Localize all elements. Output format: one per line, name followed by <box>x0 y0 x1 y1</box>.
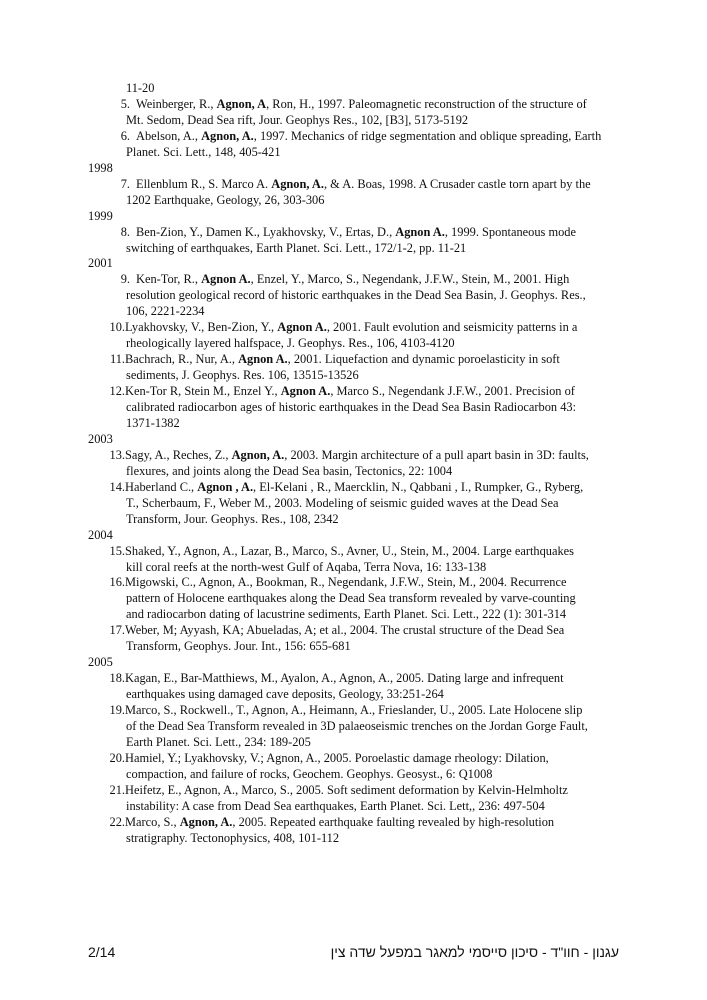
reference-continuation <box>0 287 707 303</box>
reference-continuation <box>0 192 707 208</box>
reference-text <box>125 574 567 590</box>
text-segment: earthquakes using damaged cave deposits, Geology, 33:251-264 <box>126 687 444 702</box>
reference-entry <box>0 128 707 144</box>
reference-number: 18. <box>109 671 125 686</box>
text-segment: 2001 <box>88 256 113 271</box>
page-number: 2/14 <box>88 944 116 960</box>
reference-entry <box>0 670 707 686</box>
text-segment: compaction, and failure of rocks, Geochem. Geophys. Geosyst., 6: Q1008 <box>126 766 493 781</box>
reference-entry <box>0 224 707 240</box>
reference-text <box>136 96 587 112</box>
reference-continuation <box>0 367 707 383</box>
reference-entry <box>0 176 707 192</box>
reference-text <box>136 271 569 287</box>
year-heading <box>0 255 707 271</box>
text-segment: Abelson, A., <box>136 128 202 143</box>
reference-text <box>126 735 311 749</box>
reference-text <box>126 193 324 207</box>
reference-continuation <box>0 112 707 128</box>
reference-text <box>125 670 564 686</box>
page-footer <box>0 944 707 964</box>
reference-number: 19. <box>109 703 125 718</box>
text-segment: , 2001. Fault evolution and seismicity patterns in a <box>326 320 578 335</box>
reference-text <box>126 607 566 621</box>
reference-continuation <box>0 830 707 846</box>
text-segment: flexures, and joints along the Dead Sea basin, Tectonics, 22: 1004 <box>126 463 453 478</box>
reference-text <box>88 528 113 542</box>
text-segment: Lyakhovsky, V., Ben-Zion, Y., <box>125 320 278 335</box>
reference-text <box>88 432 113 446</box>
text-segment: 2005 <box>88 655 113 670</box>
author-highlight: Agnon , A. <box>197 479 254 494</box>
reference-text <box>125 750 549 766</box>
reference-continuation <box>0 638 707 654</box>
author-highlight: Agnon A. <box>280 384 331 399</box>
reference-number: 5. <box>120 96 130 111</box>
text-segment: , Marco S., Negendank J.F.W., 2001. Precision of <box>330 384 575 399</box>
reference-number: 16. <box>109 575 125 590</box>
reference-number: 14. <box>109 479 125 494</box>
reference-entry <box>0 96 707 112</box>
reference-text <box>126 368 359 382</box>
reference-entry <box>0 479 707 495</box>
text-segment: Shaked, Y., Agnon, A., Lazar, B., Marco, S., Avner, U., Stein, M., 2004. Large earthquakes <box>125 543 575 558</box>
reference-text <box>126 719 588 733</box>
text-segment: Migowski, C., Agnon, A., Bookman, R., Negendank, J.F.W., Stein, M., 2004. Recurrence <box>125 575 567 590</box>
text-segment: Hamiel, Y.; Lyakhovsky, V.; Agnon, A., 2005. Poroelastic damage rheology: Dilation, <box>125 750 549 765</box>
reference-number: 9. <box>120 272 130 287</box>
reference-number: 17. <box>109 623 125 638</box>
reference-entry <box>0 351 707 367</box>
reference-entry <box>0 271 707 287</box>
reference-entry <box>0 543 707 559</box>
reference-number: 8. <box>120 224 130 239</box>
footer-title: עגנון - חוו"ד - סיכון סייסמי למאגר במפעל שדה צין <box>330 944 619 960</box>
reference-continuation <box>0 463 707 479</box>
text-segment: 1202 Earthquake, Geology, 26, 303-306 <box>126 192 325 207</box>
reference-continuation <box>0 766 707 782</box>
reference-entry <box>0 319 707 335</box>
reference-text <box>125 543 574 559</box>
text-segment: 11-20 <box>126 81 155 95</box>
reference-text <box>126 464 452 478</box>
year-heading <box>0 527 707 543</box>
text-segment: , 1997. Mechanics of ridge segmentation and oblique spreading, Earth <box>253 128 602 143</box>
text-segment: Kagan, E., Bar-Matthiews, M., Ayalon, A., Agnon, A., 2005. Dating large and infrequent <box>125 671 564 686</box>
reference-continuation <box>0 559 707 575</box>
reference-text <box>136 224 576 240</box>
reference-number: 6. <box>120 128 130 143</box>
text-segment: 2004 <box>88 527 113 542</box>
reference-entry <box>0 782 707 798</box>
reference-number: 21. <box>109 782 125 797</box>
text-segment: instability: A case from Dead Sea earthquakes, Earth Planet. Sci. Lett,, 236: 497-504 <box>126 798 545 813</box>
reference-text <box>136 128 601 144</box>
text-segment: Marco, S., <box>125 814 180 829</box>
text-segment: Marco, S., Rockwell., T., Agnon, A., Heimann, A., Frieslander, U., 2005. Late Holocene slip <box>125 703 583 718</box>
reference-entry <box>0 750 707 766</box>
reference-text <box>136 176 591 192</box>
text-segment: 1999 <box>88 208 113 223</box>
reference-text <box>88 256 113 270</box>
reference-continuation <box>0 144 707 160</box>
text-segment: , Enzel, Y., Marco, S., Negendank, J.F.W., Stein, M., 2001. High <box>250 272 570 287</box>
reference-continuation <box>0 686 707 702</box>
year-heading <box>0 431 707 447</box>
reference-text <box>125 782 568 798</box>
text-segment: Transform, Geophys. Jour. Int., 156: 655-681 <box>126 639 351 654</box>
reference-number: 7. <box>120 176 130 191</box>
reference-entry <box>0 574 707 590</box>
text-segment: Haberland C., <box>125 479 198 494</box>
reference-continuation <box>0 798 707 814</box>
reference-text <box>126 512 339 526</box>
text-segment: pattern of Holocene earthquakes along the Dead Sea transform revealed by varve-counting <box>126 591 576 606</box>
reference-continuation <box>0 399 707 415</box>
text-segment: , Ron, H., 1997. Paleomagnetic reconstruction of the structure of <box>266 96 587 111</box>
reference-text <box>125 702 582 718</box>
text-segment: 1998 <box>88 160 113 175</box>
author-highlight: Agnon A. <box>277 320 327 335</box>
text-segment: calibrated radiocarbon ages of historic earthquakes in the Dead Sea Basin Radiocarbon 43: <box>126 400 577 414</box>
reference-text <box>125 479 583 495</box>
reference-number: 22. <box>109 814 125 829</box>
text-segment: sediments, J. Geophys. Res. 106, 13515-13526 <box>126 368 359 383</box>
reference-text <box>126 304 204 318</box>
text-segment: Transform, Jour. Geophys. Res., 108, 2342 <box>126 511 339 526</box>
reference-text <box>126 336 455 350</box>
reference-continuation <box>0 606 707 622</box>
reference-number: 13. <box>109 447 125 462</box>
author-highlight: Agnon A. <box>238 352 288 367</box>
reference-number: 12. <box>109 384 125 399</box>
text-segment: T., Scherbaum, F., Weber M., 2003. Modeling of seismic guided waves at the Dead Sea <box>126 495 559 510</box>
reference-continuation <box>0 240 707 256</box>
reference-number: 11. <box>109 352 125 367</box>
year-heading <box>0 654 707 670</box>
text-segment: Heifetz, E., Agnon, A., Marco, S., 2005. Soft sediment deformation by Kelvin-Helmholtz <box>125 782 568 797</box>
text-segment: Ken-Tor R, Stein M., Enzel Y., <box>125 384 281 399</box>
text-segment: stratigraphy. Tectonophysics, 408, 101-112 <box>126 830 340 845</box>
reference-text <box>126 831 339 845</box>
reference-text <box>125 383 575 399</box>
reference-text <box>126 241 466 255</box>
reference-continuation <box>0 415 707 431</box>
author-highlight: Agnon A. <box>395 224 445 239</box>
reference-number: 10. <box>109 320 125 335</box>
text-segment: , 2003. Margin architecture of a pull apart basin in 3D: faults, <box>284 447 589 462</box>
text-segment: kill coral reefs at the north-west Gulf of Aqaba, Terra Nova, 16: 133-138 <box>126 559 487 574</box>
text-segment: Ben-Zion, Y., Damen K., Lyakhovsky, V., Ertas, D., <box>136 224 396 239</box>
reference-continuation <box>0 335 707 351</box>
text-segment: , El-Kelani , R., Maercklin, N., Qabbani , I., Rumpker, G., Ryberg, <box>253 479 584 494</box>
reference-entry <box>0 622 707 638</box>
reference-text <box>126 687 444 701</box>
reference-continuation <box>0 80 707 96</box>
text-segment: Mt. Sedom, Dead Sea rift, Jour. Geophys Res., 102, [B3], 5173-5192 <box>126 112 469 127</box>
text-segment: Weinberger, R., <box>136 96 217 111</box>
reference-text <box>88 161 113 175</box>
reference-text <box>126 81 154 95</box>
reference-text <box>126 288 586 302</box>
reference-entry <box>0 447 707 463</box>
text-segment: Weber, M; Ayyash, KA; Abueladas, A; et al., 2004. The crustal structure of the Dead Sea <box>125 623 565 638</box>
reference-text <box>126 799 545 813</box>
text-segment: Planet. Sci. Lett., 148, 405-421 <box>126 144 281 159</box>
reference-text <box>126 145 281 159</box>
text-segment: Ken-Tor, R., <box>136 272 202 287</box>
reference-text <box>125 319 577 335</box>
reference-text <box>126 639 351 653</box>
text-segment: Earth Planet. Sci. Lett., 234: 189-205 <box>126 734 311 749</box>
reference-text <box>125 814 554 830</box>
text-segment: switching of earthquakes, Earth Planet. Sci. Lett., 172/1-2, pp. 11-21 <box>126 240 467 255</box>
reference-continuation <box>0 495 707 511</box>
reference-text <box>126 560 486 574</box>
reference-text <box>125 447 589 463</box>
text-segment: Bachrach, R., Nur, A., <box>125 352 239 367</box>
reference-text <box>126 496 559 510</box>
author-highlight: Agnon, A. <box>201 128 254 143</box>
author-highlight: Agnon, A. <box>231 447 285 462</box>
reference-entry <box>0 814 707 830</box>
text-segment: Ellenblum R., S. Marco A. <box>136 176 272 191</box>
reference-continuation <box>0 718 707 734</box>
reference-text <box>126 416 180 430</box>
reference-continuation <box>0 511 707 527</box>
reference-entry <box>0 383 707 399</box>
text-segment: of the Dead Sea Transform revealed in 3D palaeoseismic trenches on the Jordan Gorge Fault, <box>126 719 588 733</box>
reference-text <box>126 767 492 781</box>
text-segment: , 2001. Liquefaction and dynamic poroelasticity in soft <box>287 352 560 367</box>
text-segment: resolution geological record of historic earthquakes in the Dead Sea Basin, J. Geophys. Res., <box>126 288 586 303</box>
text-segment: Sagy, A., Reches, Z., <box>125 447 232 462</box>
year-heading <box>0 208 707 224</box>
reference-text <box>126 113 468 127</box>
text-segment: , & A. Boas, 1998. A Crusader castle torn apart by the <box>323 176 591 191</box>
text-segment: , 2005. Repeated earthquake faulting revealed by high-resolution <box>232 814 555 829</box>
author-highlight: Agnon, A. <box>271 176 324 191</box>
reference-text <box>88 655 113 669</box>
reference-text <box>88 209 113 223</box>
reference-continuation <box>0 734 707 750</box>
reference-continuation <box>0 590 707 606</box>
year-heading <box>0 160 707 176</box>
reference-number: 20. <box>109 750 125 765</box>
text-segment: 106, 2221-2234 <box>126 304 205 319</box>
text-segment: and radiocarbon dating of lacustrine sediments, Earth Planet. Sci. Lett., 222 (1): 301-314 <box>126 607 567 622</box>
reference-continuation <box>0 303 707 319</box>
text-segment: , 1999. Spontaneous mode <box>444 224 576 239</box>
reference-text <box>126 591 576 605</box>
author-highlight: Agnon, A <box>216 96 267 111</box>
text-segment: rheologically layered halfspace, J. Geophys. Res., 106, 4103-4120 <box>126 336 455 351</box>
text-segment: 2003 <box>88 431 113 446</box>
reference-text <box>125 351 560 367</box>
reference-text <box>126 400 576 414</box>
reference-text <box>125 622 564 638</box>
reference-entry <box>0 702 707 718</box>
author-highlight: Agnon, A. <box>179 814 233 829</box>
reference-number: 15. <box>109 543 125 558</box>
text-segment: 1371-1382 <box>126 415 180 430</box>
author-highlight: Agnon A. <box>201 272 251 287</box>
